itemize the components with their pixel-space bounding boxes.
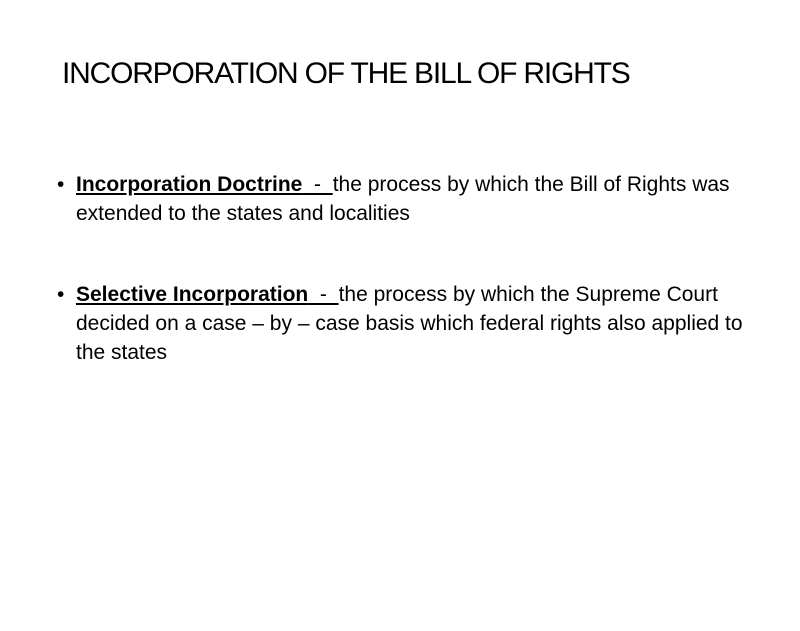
bullet-list [57, 170, 757, 367]
bullet-item-selective-incorporation [57, 280, 757, 367]
bullet-term: Incorporation Doctrine [76, 173, 303, 196]
bullet-term: Selective Incorporation [76, 283, 309, 306]
bullet-separator: - [308, 283, 339, 306]
bullet-definition: the process by which the Bill of Rights was extended to the states and localities [76, 173, 730, 225]
bullet-separator: - [302, 173, 333, 196]
bullet-definition: the process by which the Supreme Court decided on a case – by – case basis which federal rights also applied to the states [76, 283, 743, 364]
slide-title: INCORPORATION OF THE BILL OF RIGHTS [62, 57, 630, 90]
bullet-icon: • [57, 173, 65, 196]
bullet-icon: • [57, 283, 65, 306]
bullet-item-incorporation-doctrine [57, 170, 757, 228]
